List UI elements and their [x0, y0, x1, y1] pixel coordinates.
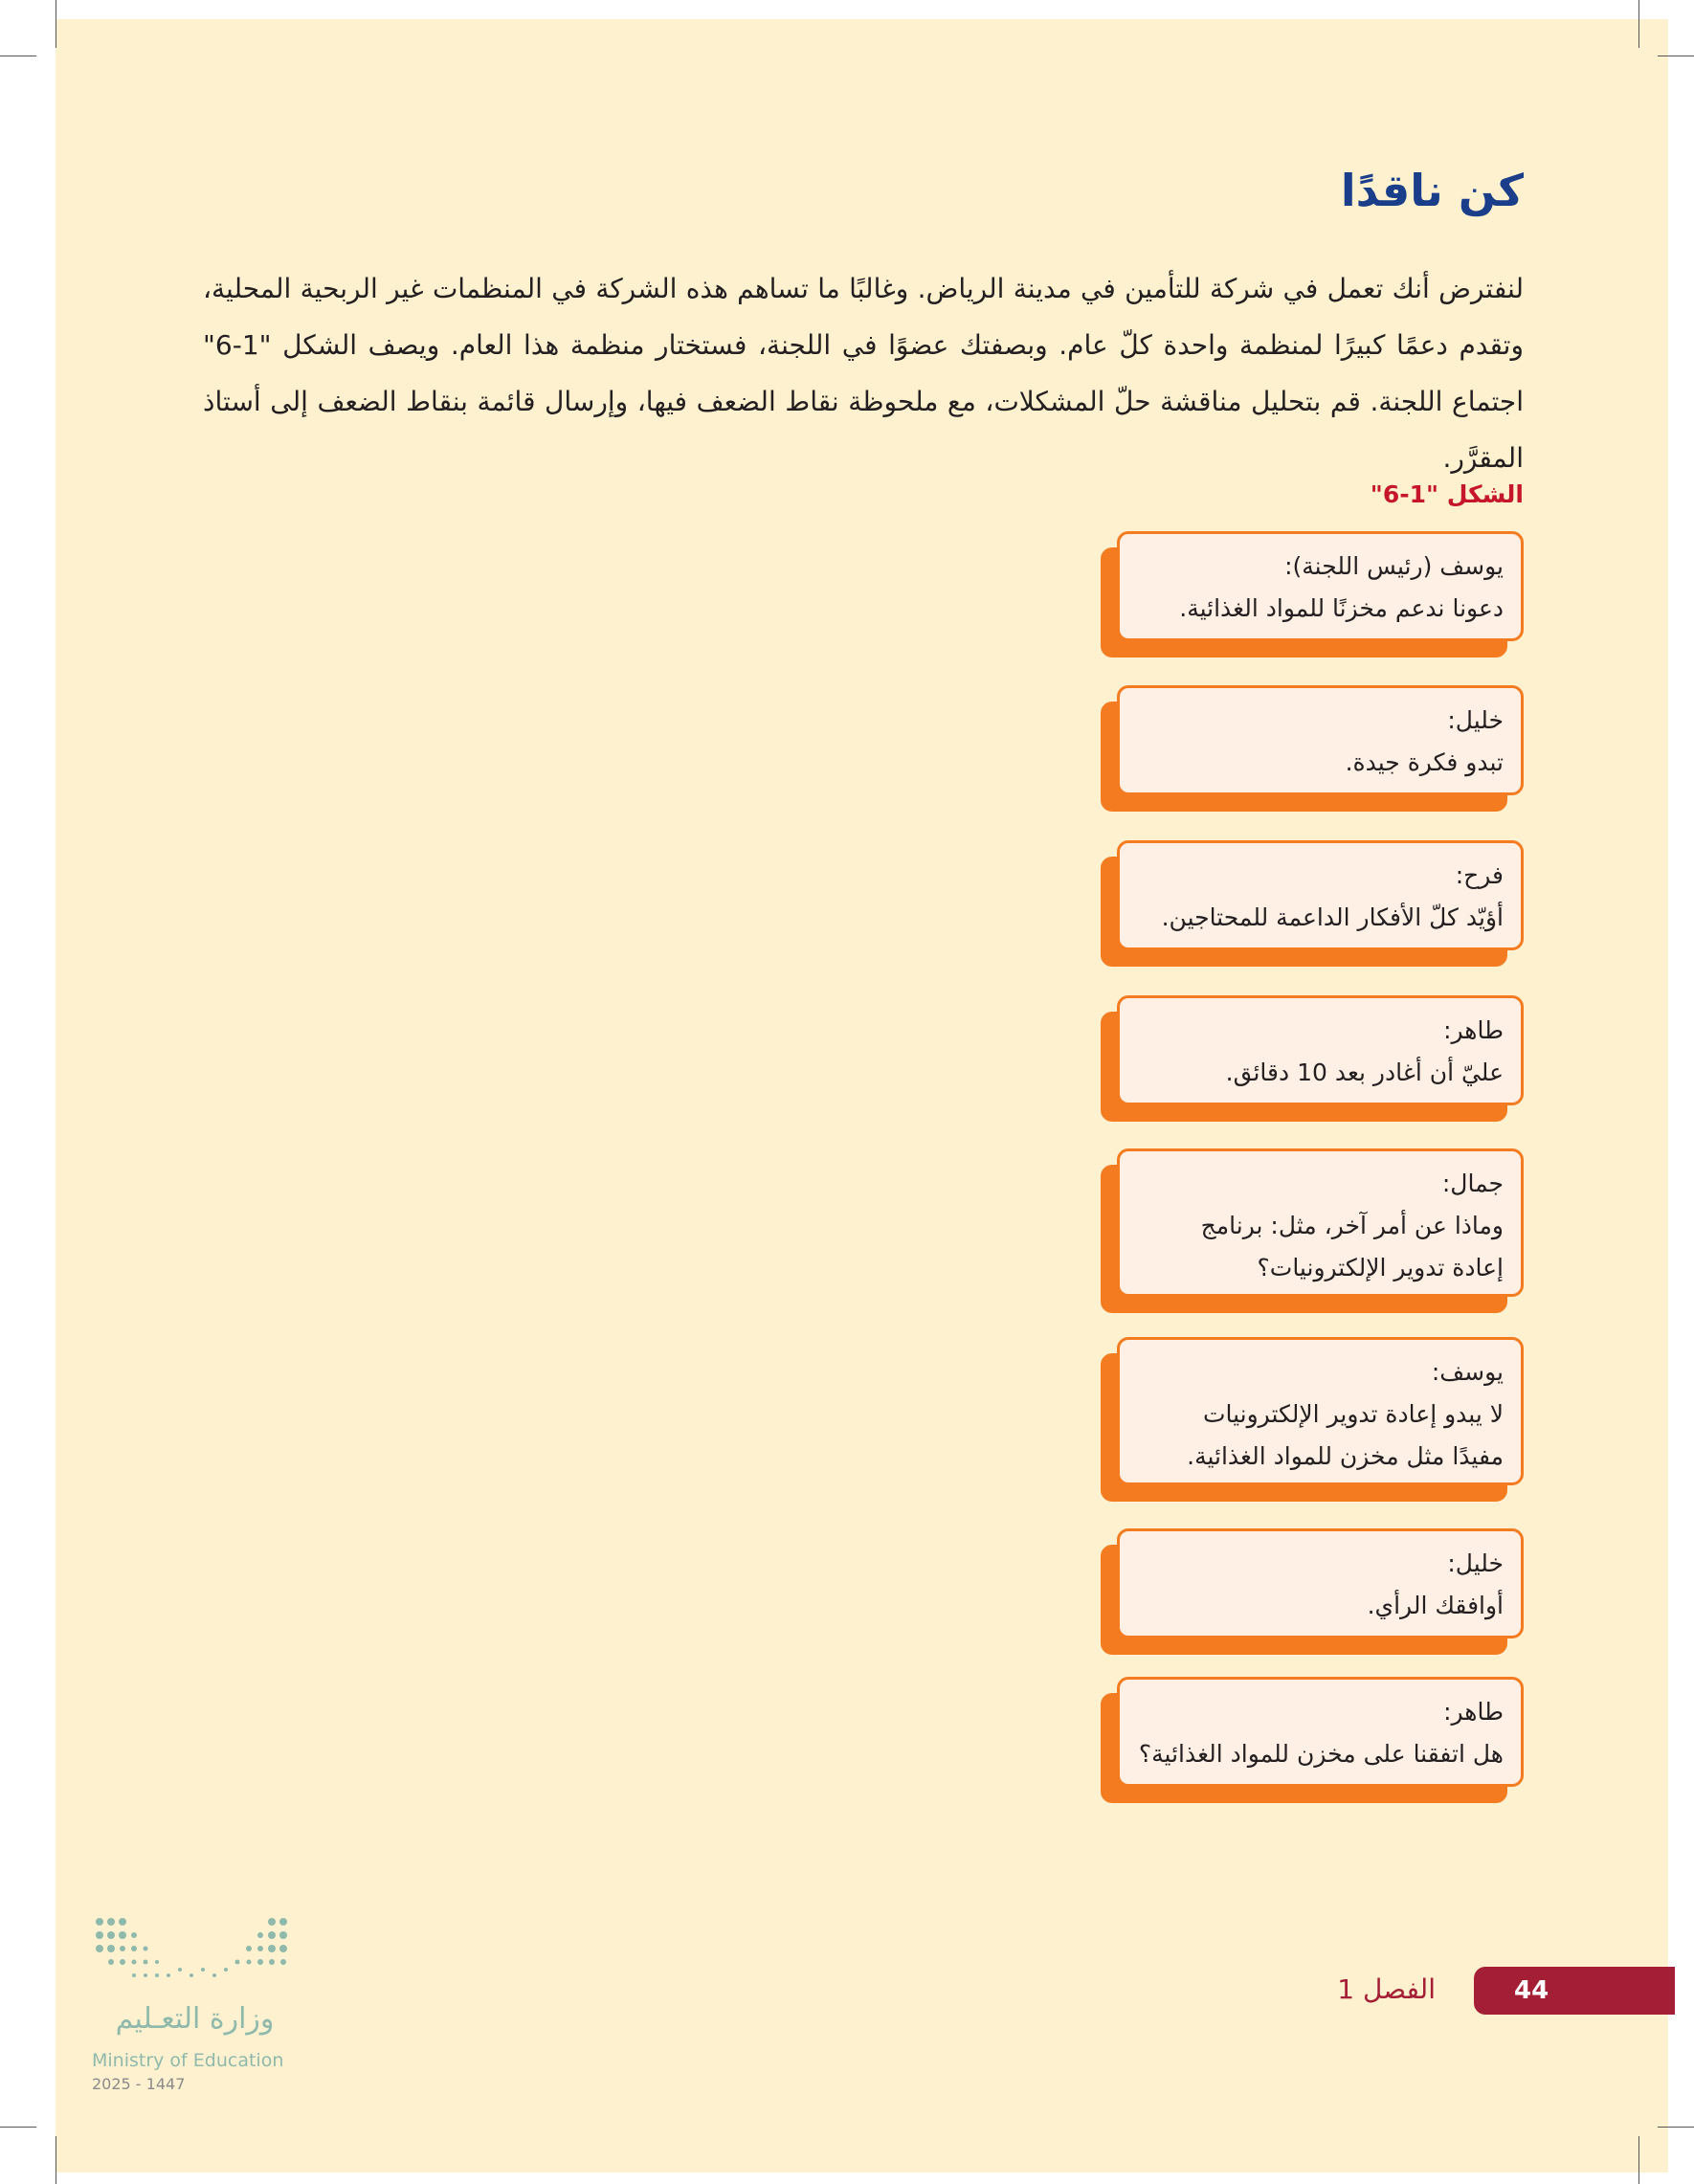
logo-arabic-text: وزارة التعـليم — [115, 2002, 275, 2036]
speech-line: دعونا ندعم مخزنًا للمواد الغذائية. — [1179, 594, 1504, 622]
speech-line: تبدو فكرة جيدة. — [1345, 748, 1504, 776]
intro-paragraph: لنفترض أنك تعمل في شركة للتأمين في مدينة الرياض. وغالبًا ما تساهم هذه الشركة في المنظمات غير الربحية المحلية، وتقدم دعمًا كبيرًا لمنظمة واحدة كلّ عام. وبصفتك عضوًا في اللجنة، فستختار منظمة هذا العام. ويصف الشكل "1-6" اجتماع اللجنة. قم بتحليل مناقشة حلّ المشكلات، مع ملحوظة نقاط الضعف فيها، وإرسال قائمة بنقاط الضعف إلى أستاذ المقرَّر. — [203, 273, 1524, 474]
logo-english-text: Ministry of Education — [92, 2050, 284, 2071]
speaker-name: خليل: — [1447, 706, 1504, 734]
speech-line: أوافقك الرأي. — [1367, 1592, 1504, 1619]
bubble-body — [1117, 1677, 1524, 1787]
dialogue-bubble — [1117, 1148, 1524, 1297]
speech-line: عليّ أن أغادر بعد 10 دقائق. — [1225, 1059, 1504, 1086]
speech-line: هل اتفقنا على مخزن للمواد الغذائية؟ — [1138, 1740, 1504, 1768]
dialogue-bubble — [1117, 995, 1524, 1105]
chapter-label: الفصل 1 — [1337, 1973, 1436, 2005]
ministry-logo — [92, 1914, 302, 2106]
dialogue-bubble — [1117, 840, 1524, 950]
speech-line: وماذا عن أمر آخر، مثل: برنامج — [1200, 1212, 1504, 1239]
crop-mark — [0, 2127, 36, 2128]
bubble-body — [1117, 1528, 1524, 1638]
bubble-body — [1117, 995, 1524, 1105]
bubble-body — [1117, 531, 1524, 641]
speaker-name: طاهر: — [1443, 1016, 1504, 1044]
crop-mark — [1638, 2136, 1639, 2184]
crop-mark — [1658, 2127, 1694, 2128]
page-number: 44 — [1514, 1976, 1549, 2005]
speaker-name: يوسف: — [1431, 1358, 1504, 1386]
speaker-name: خليل: — [1447, 1549, 1504, 1577]
dialogue-bubble — [1117, 685, 1524, 795]
section-heading: كن ناقدًا — [1340, 165, 1524, 216]
logo-year: 2025 - 1447 — [92, 2075, 186, 2093]
bubble-body — [1117, 1148, 1524, 1297]
page-number-badge — [1474, 1967, 1675, 2015]
dialogue-bubble — [1117, 531, 1524, 641]
dialogue-bubble — [1117, 1337, 1524, 1485]
speaker-name: جمال: — [1441, 1170, 1504, 1197]
dialogue-bubble — [1117, 1677, 1524, 1787]
speech-line: أؤيّد كلّ الأفكار الداعمة للمحتاجين. — [1161, 903, 1504, 931]
bubble-body — [1117, 840, 1524, 950]
speaker-name: يوسف (رئيس اللجنة): — [1284, 552, 1504, 580]
speaker-name: فرح: — [1455, 861, 1504, 889]
speech-line: إعادة تدوير الإلكترونيات؟ — [1257, 1254, 1504, 1281]
figure-label: الشكل "1-6" — [1370, 480, 1524, 508]
speech-line: لا يبدو إعادة تدوير الإلكترونيات — [1202, 1400, 1504, 1428]
dialogue-bubble — [1117, 1528, 1524, 1638]
logo-dots-icon — [92, 1914, 302, 1991]
speaker-name: طاهر: — [1443, 1698, 1504, 1726]
bubble-body — [1117, 1337, 1524, 1485]
bubble-body — [1117, 685, 1524, 795]
speech-line: مفيدًا مثل مخزن للمواد الغذائية. — [1187, 1442, 1504, 1470]
crop-mark — [1638, 0, 1639, 48]
